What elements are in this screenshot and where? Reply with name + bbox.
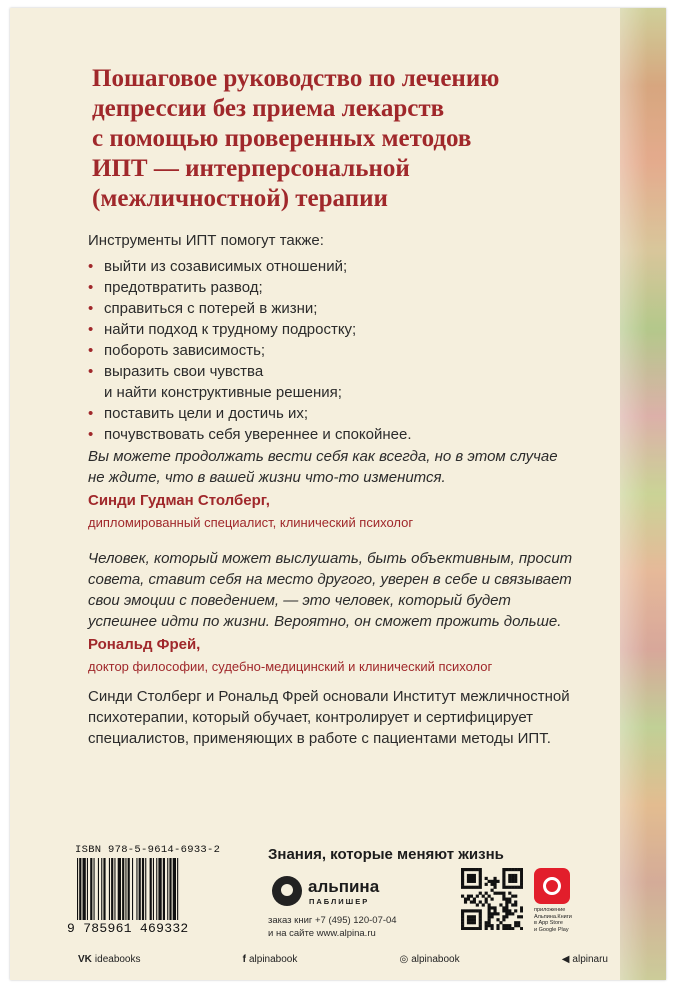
qr-module bbox=[502, 883, 505, 886]
barcode-bars bbox=[67, 858, 249, 922]
qr-module bbox=[502, 898, 505, 901]
qr-module bbox=[505, 886, 508, 889]
qr-module bbox=[517, 868, 520, 871]
qr-module bbox=[470, 918, 473, 921]
list-item: • побороть зависимость; bbox=[88, 340, 412, 361]
qr-module bbox=[488, 880, 491, 883]
qr-module bbox=[467, 898, 470, 901]
qr-module bbox=[491, 915, 494, 918]
quote-text: Человек, который может выслушать, быть объективным, просит совета, ставит себя на место другого, уверен в себе и связывает свои эмоции с поведением, — это человек, который будет успешнее идти по жизни. Вероятно, он сможет прожить дольше. bbox=[88, 550, 573, 630]
qr-module bbox=[514, 909, 517, 912]
qr-module bbox=[467, 877, 470, 880]
qr-module bbox=[491, 880, 494, 883]
qr-module bbox=[493, 880, 496, 883]
list-item: • предотвратить развод; bbox=[88, 277, 412, 298]
qr-module bbox=[491, 883, 494, 886]
qr-module bbox=[499, 903, 502, 906]
barcode-bar bbox=[94, 858, 95, 920]
qr-module bbox=[461, 868, 464, 871]
qr-module bbox=[476, 927, 479, 930]
barcode-bar bbox=[98, 858, 99, 920]
qr-module bbox=[488, 909, 491, 912]
qr-module bbox=[499, 892, 502, 895]
barcode-bar bbox=[109, 858, 110, 920]
list-item: • найти подход к трудному подростку; bbox=[88, 319, 412, 340]
social-item-facebook bbox=[243, 954, 298, 965]
isbn-label: ISBN 978-5-9614-6933-2 bbox=[75, 844, 221, 856]
qr-module bbox=[508, 886, 511, 889]
social-links bbox=[78, 954, 608, 965]
qr-module bbox=[488, 895, 491, 898]
qr-module bbox=[514, 900, 517, 903]
qr-module bbox=[473, 886, 476, 889]
qr-module bbox=[488, 906, 491, 909]
qr-module bbox=[514, 874, 517, 877]
qr-module bbox=[479, 874, 482, 877]
barcode-bar bbox=[132, 858, 133, 920]
intro-text: Инструменты ИПТ помогут также: bbox=[88, 232, 324, 249]
qr-module bbox=[467, 886, 470, 889]
qr-module bbox=[505, 912, 508, 915]
qr-module bbox=[461, 880, 464, 883]
app-promo bbox=[534, 868, 582, 938]
publisher-subtitle: ПАБЛИШЕР bbox=[309, 897, 370, 906]
qr-code-icon bbox=[461, 868, 523, 930]
qr-module bbox=[517, 921, 520, 924]
order-phone: заказ книг +7 (495) 120-07-04 bbox=[268, 915, 397, 926]
qr-module bbox=[511, 895, 514, 898]
qr-module bbox=[508, 892, 511, 895]
qr-module bbox=[479, 892, 482, 895]
qr-module bbox=[470, 927, 473, 930]
barcode-bar bbox=[118, 858, 121, 920]
qr-module bbox=[461, 871, 464, 874]
qr-module bbox=[502, 895, 505, 898]
qr-module bbox=[511, 886, 514, 889]
qr-module bbox=[467, 868, 470, 871]
qr-module bbox=[470, 921, 473, 924]
qr-module bbox=[514, 921, 517, 924]
qr-module bbox=[476, 909, 479, 912]
qr-module bbox=[505, 900, 508, 903]
qr-module bbox=[491, 924, 494, 927]
qr-module bbox=[508, 877, 511, 880]
qr-module bbox=[496, 927, 499, 930]
headline bbox=[92, 64, 562, 214]
qr-module bbox=[479, 915, 482, 918]
qr-module bbox=[505, 898, 508, 901]
qr-module bbox=[511, 868, 514, 871]
qr-module bbox=[488, 903, 491, 906]
qr-module bbox=[479, 871, 482, 874]
qr-module bbox=[505, 906, 508, 909]
quote-block-stolberg bbox=[88, 446, 578, 533]
qr-module bbox=[493, 877, 496, 880]
barcode-number: 9 785961 469332 bbox=[67, 921, 189, 936]
publisher-contacts bbox=[268, 914, 397, 940]
barcode-bar bbox=[79, 858, 81, 920]
app-icon bbox=[534, 868, 570, 904]
qr-module bbox=[496, 912, 499, 915]
qr-module bbox=[508, 927, 511, 930]
list-item: • поставить цели и достичь их; bbox=[88, 403, 412, 424]
publisher-logo bbox=[272, 876, 422, 908]
qr-module bbox=[476, 868, 479, 871]
social-label: ideabooks bbox=[94, 954, 141, 965]
qr-module bbox=[473, 868, 476, 871]
book-back-cover bbox=[10, 8, 666, 980]
qr-module bbox=[502, 927, 505, 930]
qr-module bbox=[520, 915, 523, 918]
qr-module bbox=[464, 868, 467, 871]
qr-module bbox=[508, 868, 511, 871]
qr-module bbox=[517, 886, 520, 889]
qr-module bbox=[479, 912, 482, 915]
qr-module bbox=[502, 909, 505, 912]
qr-module bbox=[505, 924, 508, 927]
qr-module bbox=[476, 886, 479, 889]
headline-line: депрессии без приема лекарств bbox=[92, 95, 445, 122]
qr-module bbox=[461, 886, 464, 889]
qr-module bbox=[520, 868, 523, 871]
qr-module bbox=[511, 903, 514, 906]
quote-author: Рональд Фрей, bbox=[88, 636, 201, 653]
qr-module bbox=[493, 912, 496, 915]
qr-module bbox=[520, 883, 523, 886]
qr-module bbox=[493, 883, 496, 886]
barcode-bar bbox=[128, 858, 130, 920]
qr-module bbox=[470, 900, 473, 903]
qr-module bbox=[464, 898, 467, 901]
qr-module bbox=[502, 886, 505, 889]
qr-module bbox=[491, 906, 494, 909]
barcode-bar bbox=[173, 858, 176, 920]
qr-module bbox=[511, 912, 514, 915]
qr-module bbox=[511, 927, 514, 930]
barcode-bar bbox=[150, 858, 152, 920]
qr-module bbox=[520, 886, 523, 889]
qr-module bbox=[461, 895, 464, 898]
qr-module bbox=[505, 868, 508, 871]
qr-module bbox=[467, 895, 470, 898]
qr-module bbox=[482, 903, 485, 906]
qr-module bbox=[479, 880, 482, 883]
social-item-telegram bbox=[562, 954, 608, 965]
qr-module bbox=[485, 900, 488, 903]
qr-module bbox=[493, 886, 496, 889]
barcode-bar bbox=[169, 858, 171, 920]
qr-module bbox=[520, 927, 523, 930]
qr-module bbox=[476, 895, 479, 898]
barcode bbox=[67, 844, 249, 948]
qr-module bbox=[520, 871, 523, 874]
qr-module bbox=[517, 915, 520, 918]
qr-module bbox=[508, 909, 511, 912]
barcode-bar bbox=[111, 858, 113, 920]
headline-line: ИПТ — интерперсональной bbox=[92, 155, 410, 182]
list-item: • выразить свои чувства и найти конструктивные решения; bbox=[88, 361, 412, 403]
qr-module bbox=[488, 921, 491, 924]
qr-module bbox=[488, 915, 491, 918]
app-promo-text: приложение Альпина.Книги в App Store и Google Play bbox=[534, 907, 572, 933]
qr-module bbox=[467, 874, 470, 877]
qr-module bbox=[476, 903, 479, 906]
barcode-bar bbox=[142, 858, 144, 920]
barcode-bar bbox=[101, 858, 102, 920]
qr-module bbox=[473, 898, 476, 901]
barcode-bar bbox=[153, 858, 154, 920]
quote-author: Синди Гудман Столберг, bbox=[88, 492, 270, 509]
qr-module bbox=[464, 927, 467, 930]
barcode-bar bbox=[167, 858, 168, 920]
alpina-logo-icon bbox=[272, 876, 302, 906]
barcode-bar bbox=[125, 858, 126, 920]
barcode-bar bbox=[145, 858, 146, 920]
qr-module bbox=[461, 883, 464, 886]
qr-module bbox=[470, 915, 473, 918]
qr-module bbox=[488, 918, 491, 921]
qr-module bbox=[479, 883, 482, 886]
qr-module bbox=[514, 868, 517, 871]
barcode-bar bbox=[122, 858, 124, 920]
qr-module bbox=[479, 868, 482, 871]
qr-module bbox=[520, 874, 523, 877]
qr-module bbox=[473, 877, 476, 880]
qr-module bbox=[514, 877, 517, 880]
quote-block-frey bbox=[88, 548, 578, 677]
qr-module bbox=[473, 915, 476, 918]
publisher-name: альпина bbox=[308, 877, 380, 896]
qr-module bbox=[470, 874, 473, 877]
barcode-bar bbox=[156, 858, 157, 920]
qr-module bbox=[505, 909, 508, 912]
list-item: • выйти из созависимых отношений; bbox=[88, 256, 412, 277]
qr-module bbox=[470, 895, 473, 898]
qr-module bbox=[470, 909, 473, 912]
qr-module bbox=[470, 877, 473, 880]
qr-module bbox=[461, 927, 464, 930]
qr-module bbox=[467, 915, 470, 918]
barcode-bar bbox=[139, 858, 141, 920]
qr-module bbox=[485, 892, 488, 895]
qr-module bbox=[505, 927, 508, 930]
qr-module bbox=[505, 903, 508, 906]
instagram-icon: ◎ bbox=[399, 954, 409, 965]
quote-text: Вы можете продолжать вести себя как всегда, но в этом случае не ждите, что в вашей жизни что-то изменится. bbox=[88, 448, 558, 486]
qr-module bbox=[508, 924, 511, 927]
qr-module bbox=[514, 880, 517, 883]
qr-module bbox=[502, 924, 505, 927]
qr-module bbox=[502, 874, 505, 877]
qr-module bbox=[479, 886, 482, 889]
website: и на сайте www.alpina.ru bbox=[268, 928, 376, 939]
qr-module bbox=[473, 874, 476, 877]
qr-module bbox=[517, 924, 520, 927]
qr-module bbox=[493, 892, 496, 895]
qr-module bbox=[508, 874, 511, 877]
qr-module bbox=[464, 900, 467, 903]
qr-module bbox=[464, 909, 467, 912]
qr-module bbox=[479, 921, 482, 924]
qr-module bbox=[461, 921, 464, 924]
qr-module bbox=[505, 915, 508, 918]
qr-module bbox=[470, 886, 473, 889]
qr-module bbox=[479, 900, 482, 903]
barcode-bar bbox=[90, 858, 92, 920]
qr-module bbox=[467, 927, 470, 930]
qr-module bbox=[508, 898, 511, 901]
qr-module bbox=[473, 909, 476, 912]
qr-module bbox=[502, 918, 505, 921]
qr-module bbox=[482, 895, 485, 898]
barcode-bar bbox=[163, 858, 165, 920]
qr-module bbox=[473, 900, 476, 903]
qr-module bbox=[473, 921, 476, 924]
headline-line: (межличностной) терапии bbox=[92, 185, 388, 212]
qr-module bbox=[461, 915, 464, 918]
qr-module bbox=[508, 912, 511, 915]
barcode-bar bbox=[114, 858, 115, 920]
qr-module bbox=[499, 921, 502, 924]
qr-module bbox=[502, 877, 505, 880]
list-item: • справиться с потерей в жизни; bbox=[88, 298, 412, 319]
qr-module bbox=[496, 924, 499, 927]
social-item-vk bbox=[78, 954, 141, 965]
qr-module bbox=[467, 880, 470, 883]
qr-module bbox=[514, 895, 517, 898]
qr-module bbox=[491, 912, 494, 915]
qr-module bbox=[461, 877, 464, 880]
qr-module bbox=[464, 886, 467, 889]
qr-module bbox=[467, 918, 470, 921]
qr-module bbox=[485, 921, 488, 924]
barcode-bar bbox=[103, 858, 105, 920]
qr-module bbox=[479, 927, 482, 930]
qr-module bbox=[496, 880, 499, 883]
qr-module bbox=[491, 889, 494, 892]
qr-module bbox=[514, 886, 517, 889]
qr-module bbox=[479, 924, 482, 927]
barcode-bar bbox=[83, 858, 86, 920]
qr-module bbox=[520, 880, 523, 883]
headline-line: Пошаговое руководство по лечению bbox=[92, 65, 500, 92]
qr-module bbox=[491, 927, 494, 930]
qr-module bbox=[520, 909, 523, 912]
barcode-bar bbox=[158, 858, 161, 920]
about-authors: Синди Столберг и Рональд Фрей основали Институт межличностной психотерапии, который обучает, контролирует и сертифицирует специалистов, применяющих в работе с пациентами методы ИПТ. bbox=[88, 688, 570, 747]
barcode-bar bbox=[87, 858, 88, 920]
qr-module bbox=[479, 918, 482, 921]
barcode-bar bbox=[77, 858, 78, 920]
qr-module bbox=[496, 892, 499, 895]
qr-module bbox=[508, 900, 511, 903]
qr-module bbox=[514, 903, 517, 906]
qr-module bbox=[511, 874, 514, 877]
qr-module bbox=[485, 898, 488, 901]
qr-module bbox=[502, 915, 505, 918]
quote-author-role: дипломированный специалист, клинический психолог bbox=[88, 515, 414, 530]
qr-module bbox=[514, 924, 517, 927]
social-item-instagram bbox=[399, 954, 459, 965]
qr-module bbox=[461, 909, 464, 912]
qr-module bbox=[470, 880, 473, 883]
qr-module bbox=[502, 880, 505, 883]
qr-module bbox=[461, 924, 464, 927]
facebook-icon: f bbox=[242, 954, 246, 965]
barcode-bar bbox=[177, 858, 178, 920]
qr-module bbox=[473, 927, 476, 930]
telegram-icon: ◀ bbox=[561, 954, 570, 965]
qr-module bbox=[485, 924, 488, 927]
qr-module bbox=[461, 874, 464, 877]
social-label: alpinabook bbox=[248, 954, 298, 965]
qr-module bbox=[485, 927, 488, 930]
qr-module bbox=[488, 912, 491, 915]
qr-module bbox=[488, 924, 491, 927]
qr-module bbox=[479, 877, 482, 880]
qr-module bbox=[511, 877, 514, 880]
qr-module bbox=[493, 909, 496, 912]
qr-module bbox=[473, 918, 476, 921]
qr-module bbox=[502, 868, 505, 871]
qr-module bbox=[496, 918, 499, 921]
qr-module bbox=[493, 906, 496, 909]
qr-module bbox=[502, 906, 505, 909]
spine-gradient bbox=[620, 8, 666, 980]
qr-module bbox=[502, 892, 505, 895]
qr-module bbox=[473, 880, 476, 883]
qr-module bbox=[485, 877, 488, 880]
qr-module bbox=[485, 883, 488, 886]
barcode-bar bbox=[136, 858, 137, 920]
headline-line: с помощью проверенных методов bbox=[92, 125, 472, 152]
list-item: • почувствовать себя увереннее и спокойнее. bbox=[88, 424, 412, 445]
slogan: Знания, которые меняют жизнь bbox=[268, 846, 504, 863]
qr-module bbox=[461, 918, 464, 921]
qr-module bbox=[479, 909, 482, 912]
vk-icon: VK bbox=[78, 954, 92, 965]
social-label: alpinaru bbox=[572, 954, 608, 965]
qr-module bbox=[502, 871, 505, 874]
qr-module bbox=[467, 909, 470, 912]
quote-author-role: доктор философии, судебно-медицинский и клинический психолог bbox=[88, 659, 493, 674]
qr-module bbox=[470, 868, 473, 871]
qr-module bbox=[467, 921, 470, 924]
qr-module bbox=[491, 898, 494, 901]
social-label: alpinabook bbox=[411, 954, 460, 965]
qr-module bbox=[520, 906, 523, 909]
qr-module bbox=[508, 880, 511, 883]
qr-module bbox=[511, 880, 514, 883]
benefits-list bbox=[88, 256, 412, 445]
qr-module bbox=[461, 912, 464, 915]
qr-module bbox=[520, 877, 523, 880]
